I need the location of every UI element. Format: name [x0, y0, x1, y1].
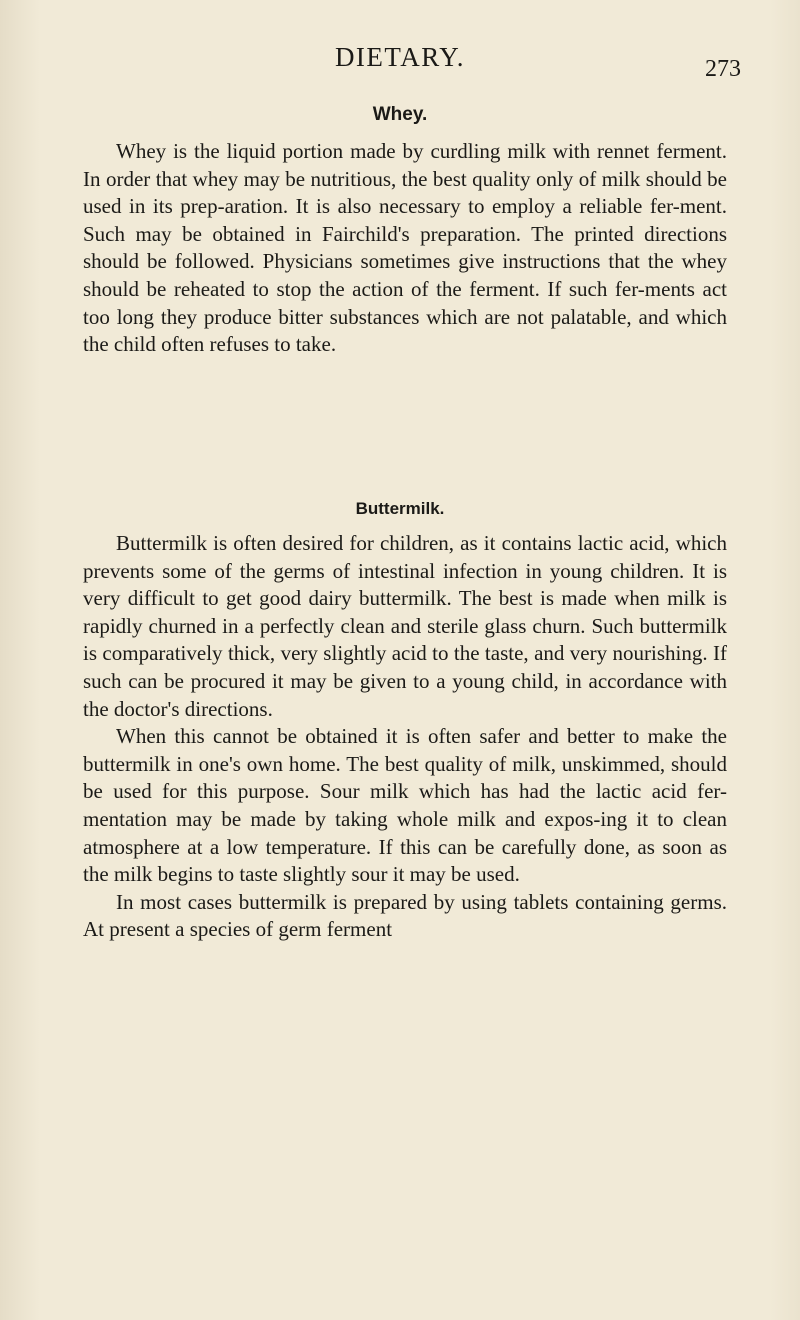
running-title: DIETARY.: [334, 42, 466, 72]
section-heading-whey: Whey.: [372, 104, 428, 125]
page-number: 273: [705, 56, 741, 82]
buttermilk-section-body: [83, 530, 727, 944]
paragraph: In most cases buttermilk is prepared by using tablets containing germs. At present a species of germ ferment: [83, 889, 727, 942]
section-heading-buttermilk: Buttermilk.: [355, 499, 445, 518]
paragraph: Buttermilk is often desired for children, as it contains lactic acid, which prevents some of the germs of intestinal infection in young children. It is very difficult to get good dairy buttermilk. The best is made when milk is rapidly churned in a perfectly clean and sterile glass churn. Such buttermilk is comparatively thick, very slightly acid to the taste, and very nourishing. If such can be procured it may be given to a young child, in accordance with the doctor's directions.: [83, 531, 727, 721]
whey-section-body: [83, 138, 727, 359]
paragraph: When this cannot be obtained it is often safer and better to make the buttermilk in one's own home. The best quality of milk, unskimmed, should be used for this purpose. Sour milk which has had the lactic acid fer-mentation may be made by taking whole milk and expos-ing it to clean atmosphere at a low temperature. If this can be carefully done, as soon as the milk begins to taste slightly sour it may be used.: [83, 724, 727, 887]
paragraph: Whey is the liquid portion made by curdling milk with rennet ferment. In order that whey may be nutritious, the best quality only of milk should be used in its prep-aration. It is also necessary to employ a reliable fer-ment. Such may be obtained in Fairchild's preparation. The printed directions should be followed. Physicians sometimes give instructions that the whey should be reheated to stop the action of the ferment. If such fer-ments act too long they produce bitter substances which are not palatable, and which the child often refuses to take.: [83, 139, 727, 357]
